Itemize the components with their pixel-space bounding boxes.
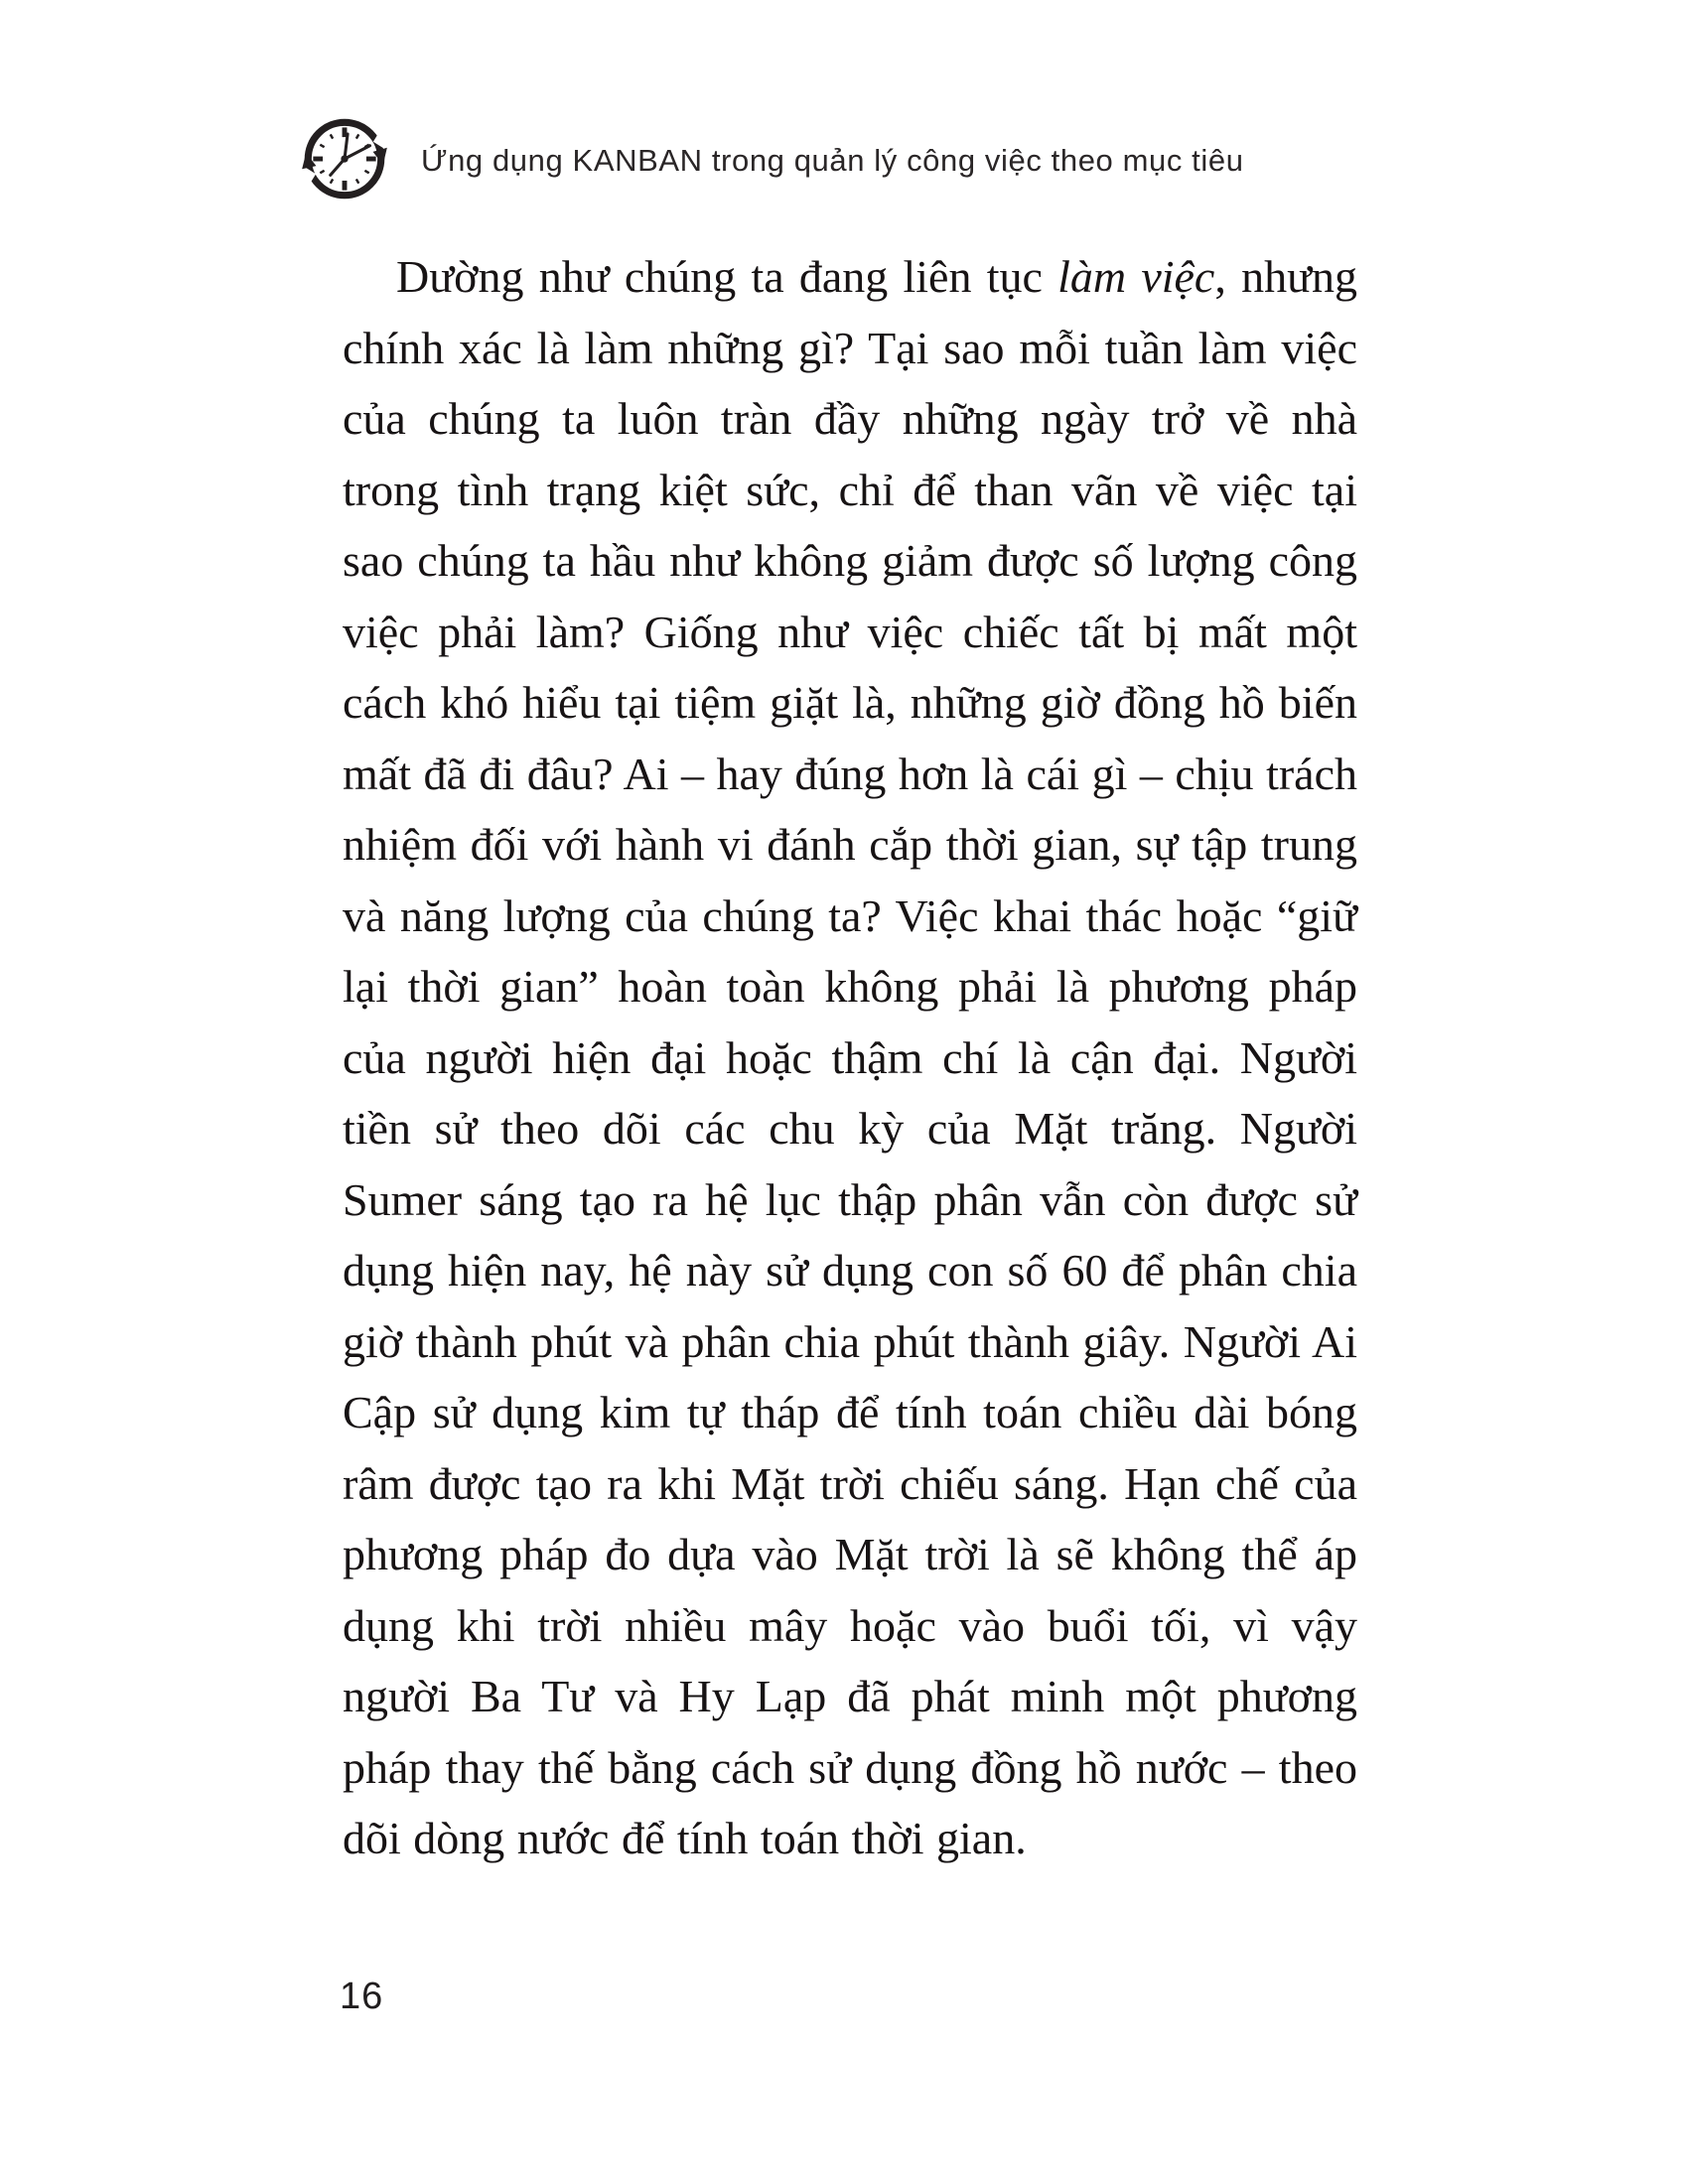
paragraph-emphasis-italic: làm việc (1057, 251, 1215, 302)
body-paragraph (343, 241, 1357, 1874)
running-head-title: Ứng dụng KANBAN trong quản lý công việc theo mục tiêu (421, 143, 1244, 178)
page-header (294, 107, 1244, 208)
clock-refresh-icon (294, 107, 395, 208)
paragraph-lead: Dường như chúng ta đang liên tục (396, 251, 1058, 302)
page-number: 16 (340, 1976, 384, 2017)
paragraph-rest: , nhưng chính xác là làm những gì? Tại sao mỗi tuần làm việc của chúng ta luôn tràn đầy những ngày trở về nhà trong tình trạng kiệt sức, chỉ để than vãn về việc tại sao chúng ta hầu như không giảm được số lượng công việc phải làm? Giống như việc chiếc tất bị mất một cách khó hiểu tại tiệm giặt là, những giờ đồng hồ biến mất đã đi đâu? Ai – hay đúng hơn là cái gì – chịu trách nhiệm đối với hành vi đánh cắp thời gian, sự tập trung và năng lượng của chúng ta? Việc khai thác hoặc “giữ lại thời gian” hoàn toàn không phải là phương pháp của người hiện đại hoặc thậm chí là cận đại. Người tiền sử theo dõi các chu kỳ của Mặt trăng. Người Sumer sáng tạo ra hệ lục thập phân vẫn còn được sử dụng hiện nay, hệ này sử dụng con số 60 để phân chia giờ thành phút và phân chia phút thành giây. Người Ai Cập sử dụng kim tự tháp để tính toán chiều dài bóng râm được tạo ra khi Mặt trời chiếu sáng. Hạn chế của phương pháp đo dựa vào Mặt trời là sẽ không thể áp dụng khi trời nhiều mây hoặc vào buổi tối, vì vậy người Ba Tư và Hy Lạp đã phát minh một phương pháp thay thế bằng cách sử dụng đồng hồ nước – theo dõi dòng nước để tính toán thời gian. (343, 251, 1358, 1863)
